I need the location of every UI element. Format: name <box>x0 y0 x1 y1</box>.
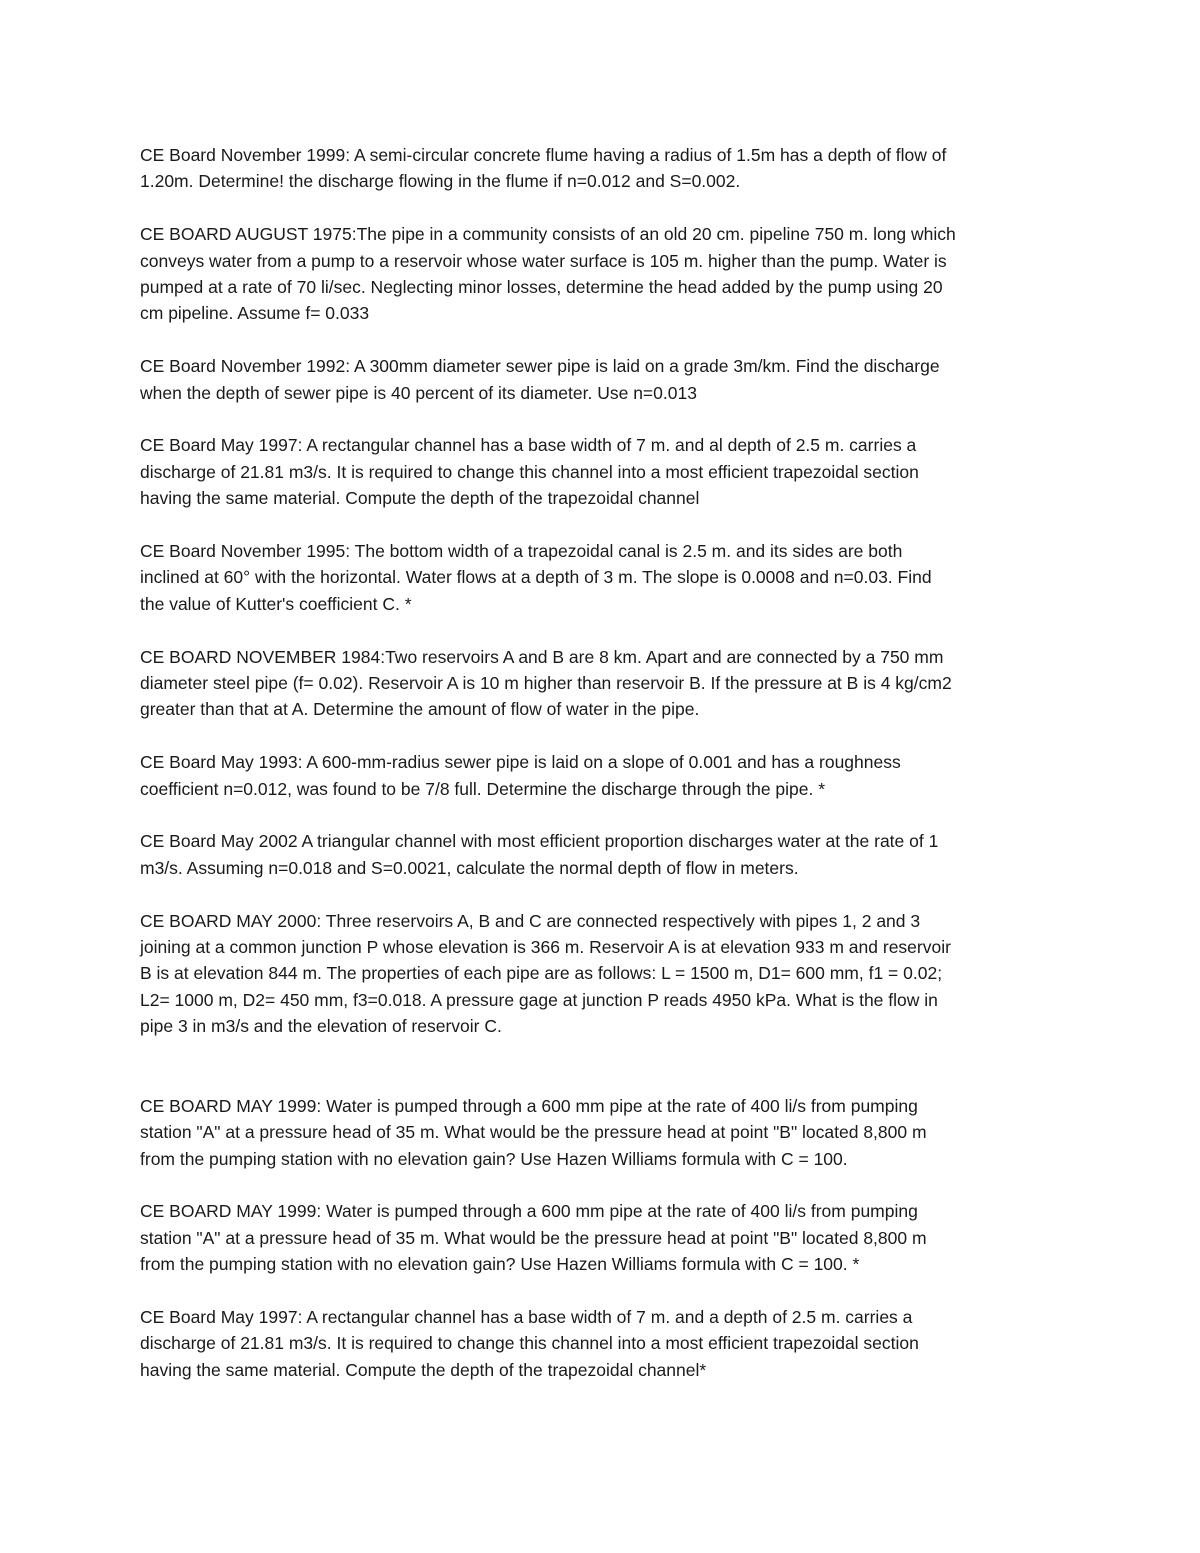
text-line: L2= 1000 m, D2= 450 mm, f3=0.018. A pressure gage at junction P reads 4950 kPa. What is the flow in <box>140 989 938 1010</box>
text-line: coefficient n=0.012, was found to be 7/8 full. Determine the discharge through the pipe. * <box>140 778 826 799</box>
text-line: 1.20m. Determine! the discharge flowing in the flume if n=0.012 and S=0.002. <box>140 171 741 192</box>
text-line: having the same material. Compute the depth of the trapezoidal channel* <box>140 1359 707 1380</box>
text-line: CE Board May 2002 A triangular channel with most efficient proportion discharges water at the rate of 1 <box>140 831 939 852</box>
text-line: CE BOARD NOVEMBER 1984:Two reservoirs A and B are 8 km. Apart and are connected by a 750 mm <box>140 646 944 667</box>
text-line: from the pumping station with no elevation gain? Use Hazen Williams formula with C = 100. * <box>140 1254 860 1275</box>
text-line: CE Board May 1997: A rectangular channel has a base width of 7 m. and a depth of 2.5 m. carries a <box>140 1306 913 1327</box>
problem-paragraph <box>140 644 1060 723</box>
text-line: CE Board November 1999: A semi-circular concrete flume having a radius of 1.5m has a depth of flow of <box>140 145 947 165</box>
problem-paragraph <box>140 1093 1060 1172</box>
problem-paragraph <box>140 749 1060 802</box>
text-line: conveys water from a pump to a reservoir whose water surface is 105 m. higher than the pump. Water is <box>140 250 947 271</box>
problem-paragraph <box>140 353 1060 406</box>
text-line: CE BOARD AUGUST 1975:The pipe in a community consists of an old 20 cm. pipeline 750 m. long which <box>140 224 956 245</box>
text-line: CE BOARD MAY 2000: Three reservoirs A, B and C are connected respectively with pipes 1, 2 and 3 <box>140 910 921 931</box>
text-line: discharge of 21.81 m3/s. It is required to change this channel into a most efficient trapezoidal section <box>140 461 919 482</box>
text-line: station "A" at a pressure head of 35 m. What would be the pressure head at point "B" located 8,800 m <box>140 1122 927 1143</box>
problem-list <box>140 142 1060 1410</box>
problem-paragraph <box>140 908 1060 1040</box>
problem-paragraph <box>140 1198 1060 1277</box>
problem-paragraph <box>140 1304 1060 1383</box>
text-line: joining at a common junction P whose elevation is 366 m. Reservoir A is at elevation 933 m and reservoir <box>140 937 951 958</box>
text-line: when the depth of sewer pipe is 40 percent of its diameter. Use n=0.013 <box>140 382 697 403</box>
problem-paragraph <box>140 221 1060 327</box>
text-line: discharge of 21.81 m3/s. It is required to change this channel into a most efficient trapezoidal section <box>140 1333 919 1354</box>
text-line: B is at elevation 844 m. The properties of each pipe are as follows: L = 1500 m, D1= 600 mm, f1 = 0.02; <box>140 963 943 984</box>
text-line: station "A" at a pressure head of 35 m. What would be the pressure head at point "B" located 8,800 m <box>140 1227 927 1248</box>
text-line: CE Board November 1992: A 300mm diameter sewer pipe is laid on a grade 3m/km. Find the discharge <box>140 356 940 377</box>
text-line: from the pumping station with no elevation gain? Use Hazen Williams formula with C = 100. <box>140 1148 848 1169</box>
text-line: pipe 3 in m3/s and the elevation of reservoir C. <box>140 1016 502 1037</box>
text-line: pumped at a rate of 70 li/sec. Neglecting minor losses, determine the head added by the pump using 20 <box>140 277 943 298</box>
text-line: the value of Kutter's coefficient C. * <box>140 593 412 614</box>
problem-paragraph <box>140 538 1060 617</box>
text-line: having the same material. Compute the depth of the trapezoidal channel <box>140 488 700 509</box>
text-line: inclined at 60° with the horizontal. Water flows at a depth of 3 m. The slope is 0.0008 and n=0.03. Find <box>140 567 932 588</box>
text-line: CE Board May 1997: A rectangular channel has a base width of 7 m. and al depth of 2.5 m. carries a <box>140 435 917 456</box>
text-line: CE BOARD MAY 1999: Water is pumped through a 600 mm pipe at the rate of 400 li/s from pumping <box>140 1095 918 1116</box>
problem-paragraph <box>140 142 1060 195</box>
text-line: cm pipeline. Assume f= 0.033 <box>140 303 370 324</box>
text-line: CE BOARD MAY 1999: Water is pumped through a 600 mm pipe at the rate of 400 li/s from pumping <box>140 1201 918 1222</box>
text-line: greater than that at A. Determine the amount of flow of water in the pipe. <box>140 699 700 720</box>
text-line: m3/s. Assuming n=0.018 and S=0.0021, calculate the normal depth of flow in meters. <box>140 857 799 878</box>
text-line: CE Board November 1995: The bottom width of a trapezoidal canal is 2.5 m. and its sides are both <box>140 541 903 562</box>
problem-paragraph <box>140 432 1060 511</box>
text-line: CE Board May 1993: A 600-mm-radius sewer pipe is laid on a slope of 0.001 and has a roughness <box>140 752 901 773</box>
text-line: diameter steel pipe (f= 0.02). Reservoir A is 10 m higher than reservoir B. If the pressure at B is 4 kg/cm2 <box>140 673 952 694</box>
problem-paragraph <box>140 828 1060 881</box>
